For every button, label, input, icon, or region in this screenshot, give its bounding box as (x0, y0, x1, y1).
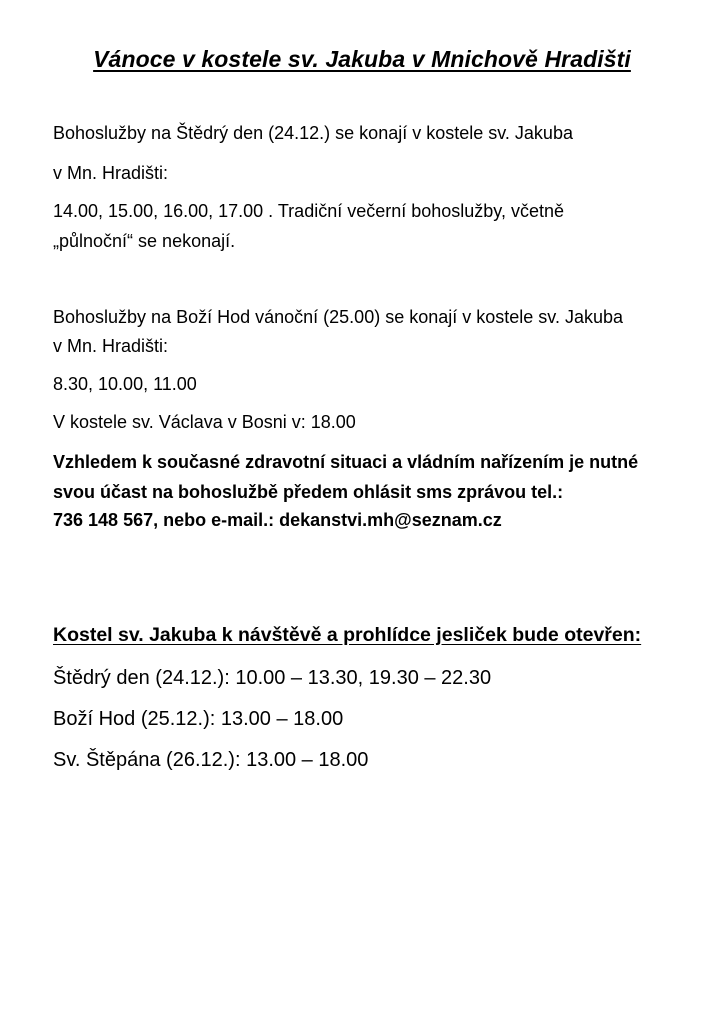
christmas-day-line-1: Bohoslužby na Boží Hod vánoční (25.00) se konají v kostele sv. Jakuba (53, 307, 623, 327)
christmas-eve-times: 14.00, 15.00, 16.00, 17.00 . Tradiční večerní bohoslužby, včetně (53, 201, 565, 221)
bosen-mass-line: V kostele sv. Václava v Bosni v: 18.00 (53, 412, 356, 432)
page-title: Vánoce v kostele sv. Jakuba v Mnichově Hradišti (93, 46, 631, 72)
visits-st-stephen: Sv. Štěpána (26.12.): 13.00 – 18.00 (53, 749, 369, 771)
notice-line-2: svou účast na bohoslužbě předem ohlásit sms zprávou tel.: (53, 482, 564, 502)
christmas-eve-note: „půlnoční“ se nekonají. (53, 231, 236, 251)
notice-contact-line: 736 148 567, nebo e-mail.: dekanstvi.mh@seznam.cz (53, 510, 502, 530)
christmas-day-times: 8.30, 10.00, 11.00 (53, 374, 197, 394)
christmas-eve-line-1: Bohoslužby na Štědrý den (24.12.) se konají v kostele sv. Jakuba (53, 123, 573, 143)
visits-christmas-eve: Štědrý den (24.12.): 10.00 – 13.30, 19.30 – 22.30 (53, 667, 492, 689)
christmas-day-line-2: v Mn. Hradišti: (53, 336, 169, 356)
visits-christmas-day: Boží Hod (25.12.): 13.00 – 18.00 (53, 708, 344, 730)
notice-line-1: Vzhledem k současné zdravotní situaci a vládním nařízením je nutné (53, 452, 639, 472)
visits-heading: Kostel sv. Jakuba k návštěvě a prohlídce jesliček bude otevřen: (53, 624, 642, 646)
christmas-eve-line-2: v Mn. Hradišti: (53, 163, 169, 183)
